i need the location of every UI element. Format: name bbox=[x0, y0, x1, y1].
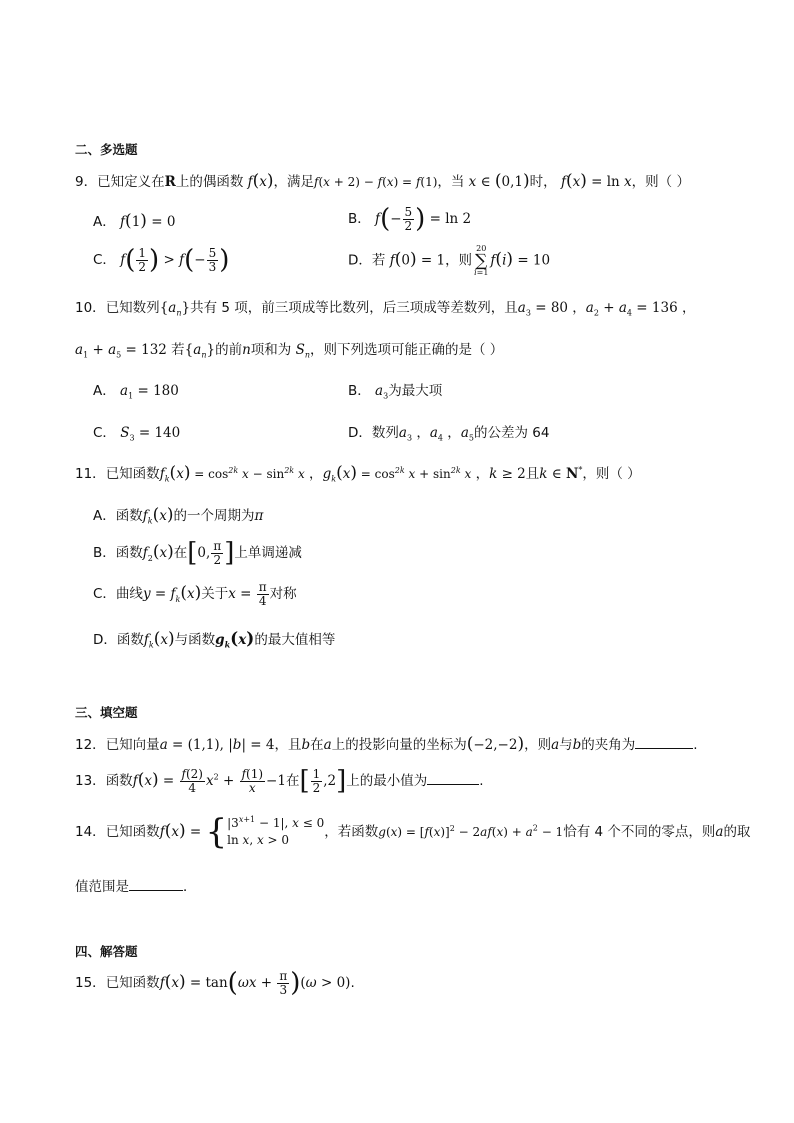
q9-option-d[interactable]: D．若 f(0) = 1，则 20 ∑ i=1 f(i) = 10 bbox=[348, 244, 551, 277]
question-13-stem: 13．函数f(x) = $\frac{f(2)}{4}$ $x^2$ + $\frac{f(1)}{x}$ −1在[ $\frac{1}{2}$ ,2]上的最小值为 . bbox=[75, 766, 484, 797]
question-number: 9． bbox=[75, 174, 98, 190]
question-number: 10． bbox=[75, 300, 106, 316]
question-number: 12． bbox=[75, 737, 106, 753]
question-number: 11． bbox=[75, 466, 106, 482]
question-11-stem: 11．已知函数$f_k(x) = \cos^{2k} x - \sin^{2k} x$ ，$g_k(x) = \cos^{2k} x + \sin^{2k} x$ ，k ≥ 2且k ∈ N*，则（ ） bbox=[75, 463, 641, 484]
question-14-stem: 14．已知函数f(x) = { $|3^{x+1} - 1|$, x ≤ 0 ln x, x > 0 ，若函数$g(x) = [f(x)]^2 - 2af(x) + a^2 - 1$恰有 4 个不同的零点，则a的取 bbox=[75, 811, 751, 852]
q11-option-c[interactable]: C．曲线$y = f_k(x)$关于x = $\frac{\pi}{4}$ 对称 bbox=[93, 580, 297, 608]
q11-option-d[interactable]: D．函数$f_k(x)$与函数$g_k(x)$的最大值相等 bbox=[93, 629, 336, 650]
q10-option-c[interactable]: C． $S_3 = 140$ bbox=[93, 425, 181, 443]
q9-option-b[interactable]: B． f(− $\frac{5}{2}$ ) = ln 2 bbox=[348, 204, 472, 235]
question-10-stem: 10．已知数列$\{a_n\}$共有 5 项，前三项成等比数列，后三项成等差数列，且$a_3 = 80$ ，$a_2 + a_4 = 136$ ， bbox=[75, 300, 696, 318]
answer-blank[interactable] bbox=[427, 772, 479, 785]
q10-option-a[interactable]: A． $a_1 = 180$ bbox=[93, 383, 179, 401]
question-12-stem: 12．已知向量a = (1,1), |b| = 4，且b在a上的投影向量的坐标为(−2,−2)，则a与b的夹角为 . bbox=[75, 734, 698, 754]
question-number: 15． bbox=[75, 975, 106, 992]
question-10-stem-cont: $a_1 + a_5 = 132$ 若$\{a_n\}$的前n项和为 $S_n$，则下列选项可能正确的是（ ） bbox=[75, 342, 504, 360]
question-number: 13． bbox=[75, 773, 106, 790]
question-14-stem-cont: 值范围是 ． bbox=[75, 879, 197, 895]
section-heading-answer: 四、解答题 bbox=[75, 944, 138, 959]
q9-option-a[interactable]: A． f(1) = 0 bbox=[93, 211, 176, 231]
section-heading-multi-choice: 二、多选题 bbox=[75, 142, 138, 157]
q10-option-b[interactable]: B． $a_3$为最大项 bbox=[348, 383, 443, 401]
q11-option-a[interactable]: A．函数$f_k(x)$的一个周期为π bbox=[93, 505, 264, 526]
answer-blank[interactable] bbox=[635, 736, 693, 749]
question-15-stem: 15．已知函数f(x) = tan(ωx + $\frac{\pi}{3}$ )(ω > 0). bbox=[75, 968, 355, 999]
q11-option-b[interactable]: B．函数$f_2(x)$在[0, $\frac{\pi}{2}$ ]上单调递减 bbox=[93, 538, 302, 569]
answer-blank[interactable] bbox=[129, 878, 183, 891]
q10-option-d[interactable]: D．数列$a_3$ ，$a_4$ ，$a_5$的公差为 64 bbox=[348, 425, 550, 443]
question-9-stem: 9．已知定义在R上的偶函数 f(x)，满足f(x + 2) − f(x) = f(1)，当 x ∈ (0,1)时， f(x) = ln x，则（ ） bbox=[75, 171, 690, 191]
math-expr: f bbox=[243, 174, 253, 190]
question-number: 14． bbox=[75, 823, 106, 840]
q9-option-c[interactable]: C． f( $\frac{1}{2}$ ) > f(− $\frac{5}{3}$ ) bbox=[93, 245, 230, 276]
section-heading-fill-blank: 三、填空题 bbox=[75, 705, 138, 720]
